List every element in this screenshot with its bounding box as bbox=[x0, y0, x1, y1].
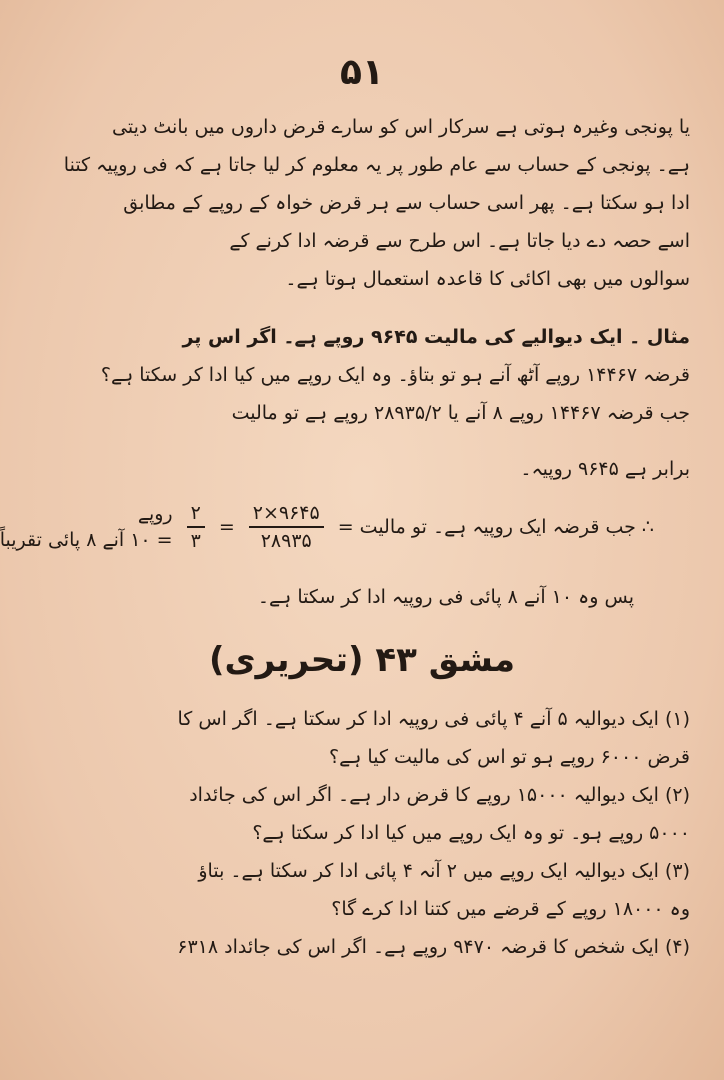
equation-lead: ∴ جب قرضہ ایک روپیہ ہے۔ تو مالیت = bbox=[337, 516, 654, 538]
text-line: ادا ہو سکتا ہے۔ پھر اسی حساب سے ہر قرض خواہ کے روپے کے مطابق bbox=[123, 192, 690, 214]
example-paragraph bbox=[30, 318, 690, 488]
text-line: اسے حصہ دے دیا جاتا ہے۔ اس طرح سے قرضہ ادا کرنے کے bbox=[229, 230, 690, 252]
exercise-line: قرض ۶۰۰۰ روپے ہو تو اس کی مالیت کیا ہے؟ bbox=[329, 746, 690, 768]
equation-row bbox=[0, 500, 654, 554]
text-line: جب قرضہ ۱۴۴۶۷ روپے ۸ آنے یا ۲۸۹۳۵/۲ روپے ہے تو مالیت bbox=[231, 402, 690, 424]
text-line: سوالوں میں بھی اکائی کا قاعدہ استعمال ہوتا ہے۔ bbox=[285, 268, 690, 290]
fraction-mortgage bbox=[249, 500, 324, 554]
exercise-list bbox=[30, 700, 690, 966]
text-line: مثال ۔ ایک دیوالیے کی مالیت ۹۶۴۵ روپے ہے۔ اگر اس پر bbox=[182, 326, 690, 348]
text-line: قرضہ ۱۴۴۶۷ روپے آٹھ آنے ہو تو بتاؤ۔ وہ ایک روپے میں کیا ادا کر سکتا ہے؟ bbox=[100, 364, 690, 386]
fraction-result bbox=[187, 500, 205, 554]
fraction-numerator: ۲ bbox=[187, 500, 205, 528]
exercise-line: (۲) ایک دیوالیہ ۱۵۰۰۰ روپے کا قرض دار ہے۔ اگر اس کی جائداد bbox=[189, 784, 690, 806]
fraction-denominator: ۲۸۹۳۵ bbox=[260, 530, 312, 552]
equation-result: = ۱۰ آنے ۸ پائی تقریباً bbox=[0, 529, 173, 551]
exercise-line: (۱) ایک دیوالیہ ۵ آنے ۴ پائی فی روپیہ ادا کر سکتا ہے۔ اگر اس کا bbox=[177, 708, 690, 730]
text-line: پس وہ ۱۰ آنے ۸ پائی فی روپیہ ادا کر سکتا ہے۔ bbox=[257, 586, 634, 608]
equation-result-block bbox=[0, 501, 173, 553]
fraction-denominator: ۳ bbox=[190, 530, 201, 552]
text-line: ہے۔ پونجی کے حساب سے عام طور پر یہ معلوم کر لیا جاتا ہے کہ فی روپیہ کتنا bbox=[63, 154, 690, 176]
fraction-numerator: ۲×۹۶۴۵ bbox=[249, 500, 324, 528]
equation-unit: روپے bbox=[137, 503, 173, 525]
intro-paragraph bbox=[30, 108, 690, 298]
conclusion bbox=[74, 578, 634, 616]
exercise-line: وہ ۱۸۰۰۰ روپے کے قرضے میں کتنا ادا کرے گا؟ bbox=[331, 898, 690, 920]
exercise-line: (۳) ایک دیوالیہ ایک روپے میں ۲ آنہ ۴ پائی ادا کر سکتا ہے۔ بتاؤ bbox=[198, 860, 690, 882]
exercise-line: ۵۰۰۰ روپے ہو۔ تو وہ ایک روپے میں کیا ادا کر سکتا ہے؟ bbox=[252, 822, 690, 844]
page-number: ۵۱ bbox=[340, 52, 384, 93]
text-line: برابر ہے ۹۶۴۵ روپیہ۔ bbox=[520, 458, 690, 480]
exercise-line: (۴) ایک شخص کا قرضہ ۹۴۷۰ روپے ہے۔ اگر اس کی جائداد ۶۳۱۸ bbox=[177, 936, 690, 958]
equals-sign: = bbox=[218, 516, 235, 538]
text-line: یا پونجی وغیرہ ہوتی ہے سرکار اس کو سارے قرض داروں میں بانٹ دیتی bbox=[112, 116, 690, 138]
exercise-heading: مشق ۴۳ (تحریری) bbox=[208, 640, 516, 680]
